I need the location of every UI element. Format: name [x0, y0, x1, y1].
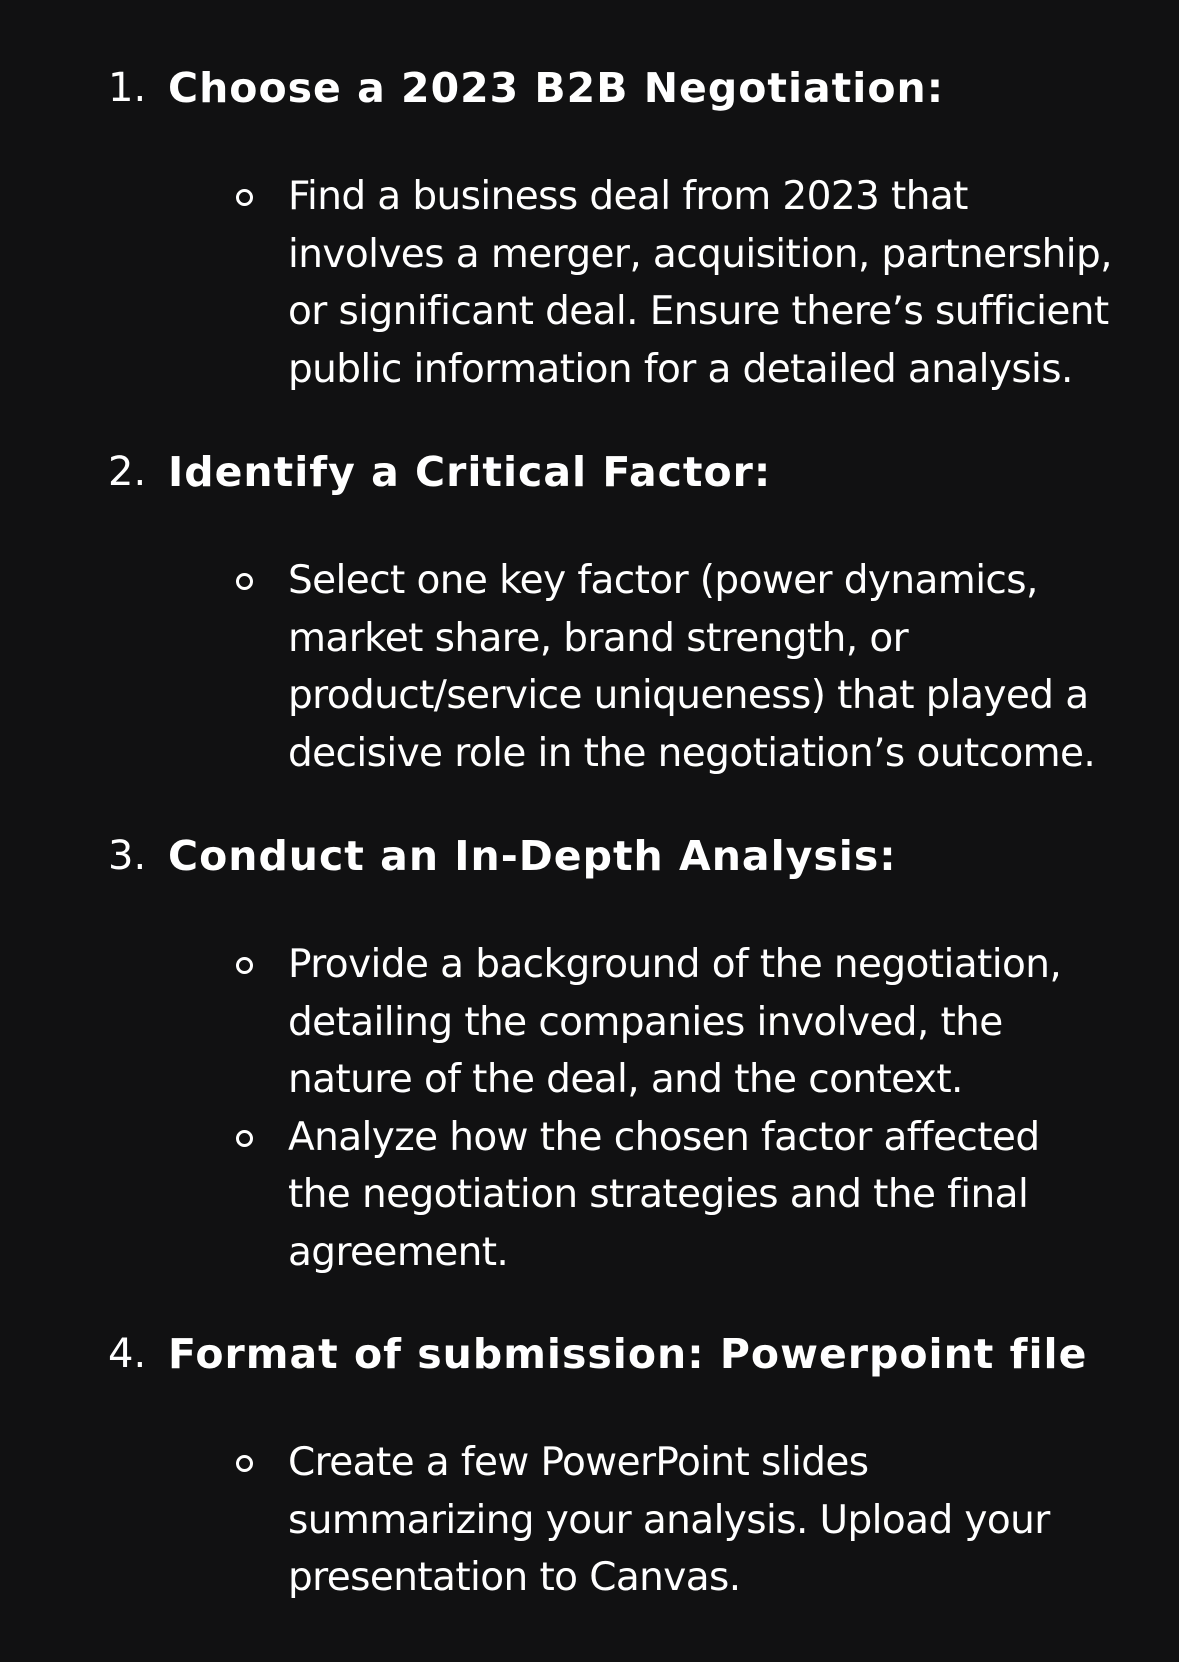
step-number: 2. [108, 449, 147, 495]
step-number: 1. [108, 65, 147, 111]
step-bullet-list [0, 1434, 1179, 1607]
hollow-circle-bullet-icon [236, 573, 253, 590]
hollow-circle-bullet-icon [236, 189, 253, 206]
bullet-text: Provide a background of the negotiation, detailing the companies involved, the nature of the deal, and the context. [288, 942, 1062, 1102]
step-number: 3. [108, 833, 147, 879]
step-title: Identify a Critical Factor: [168, 448, 772, 496]
step-heading [0, 58, 1179, 118]
step-title: Format of submission: Powerpoint file [168, 1330, 1088, 1378]
step-heading [0, 1324, 1179, 1384]
list-item [0, 552, 1179, 782]
step-heading [0, 442, 1179, 502]
step-heading [0, 826, 1179, 886]
bullet-text: Create a few PowerPoint slides summarizing your analysis. Upload your presentation to Canvas. [288, 1440, 1050, 1600]
hollow-circle-bullet-icon [236, 957, 253, 974]
step-bullet-list [0, 936, 1179, 1281]
hollow-circle-bullet-icon [236, 1455, 253, 1472]
step-title: Conduct an In-Depth Analysis: [168, 832, 897, 880]
list-item [0, 1434, 1179, 1607]
bullet-text: Analyze how the chosen factor affected the negotiation strategies and the final agreement. [288, 1114, 1040, 1275]
step-title: Choose a 2023 B2B Negotiation: [168, 64, 945, 112]
list-item [0, 1109, 1179, 1282]
bullet-text: Select one key factor (power dynamics, market share, brand strength, or product/service uniqueness) that played a decisive role in the negotiation’s outcome. [288, 558, 1096, 776]
step-bullet-list [0, 552, 1179, 782]
hollow-circle-bullet-icon [236, 1130, 253, 1147]
step-bullet-list [0, 168, 1179, 398]
bullet-text: Find a business deal from 2023 that involves a merger, acquisition, partnership, or significant deal. Ensure there’s sufficient public information for a detailed analysis. [288, 174, 1112, 392]
step-number: 4. [108, 1331, 147, 1377]
list-item [0, 168, 1179, 398]
list-item [0, 936, 1179, 1109]
